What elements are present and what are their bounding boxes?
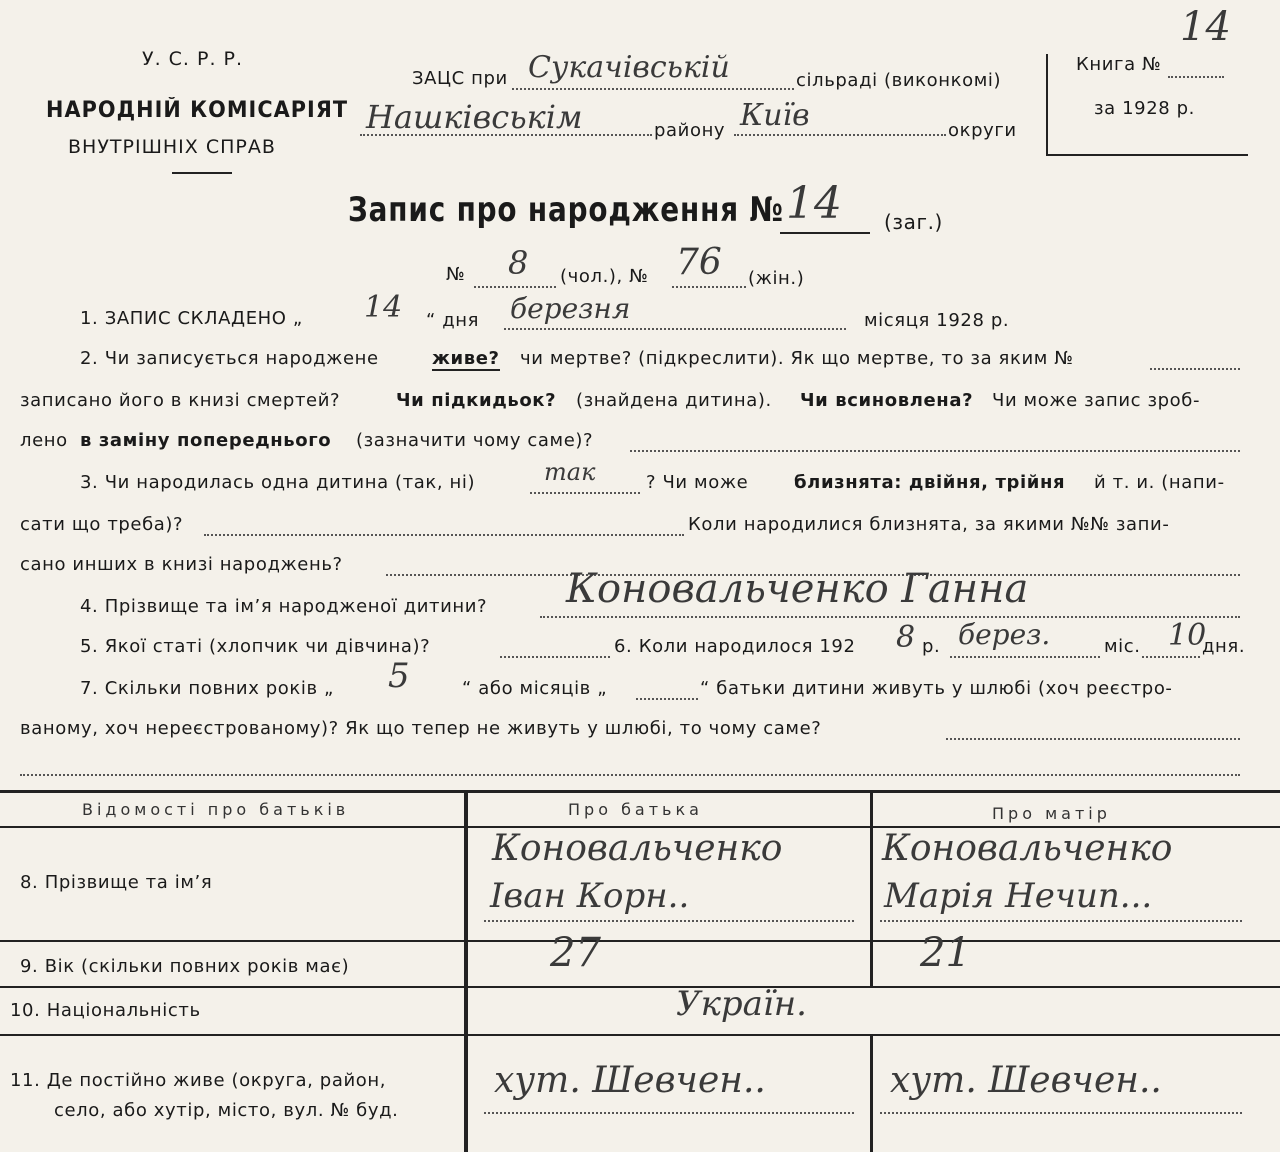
row8-father-line bbox=[484, 920, 854, 922]
q2-line1-a: 2. Чи записується народжене bbox=[80, 348, 379, 369]
q6-label: 6. Коли народилося 192 bbox=[614, 636, 856, 657]
row11-father-line bbox=[484, 1112, 854, 1114]
q3-line2-dots bbox=[204, 534, 684, 536]
okrug-line bbox=[734, 134, 946, 136]
q2-line3-c: (зазначити чому саме)? bbox=[356, 430, 594, 451]
q3-line2-b: Коли народилися близнята, за якими №№ запи- bbox=[688, 514, 1170, 535]
table-col-divider-2b bbox=[870, 1034, 873, 1152]
record-title: Запис про народження № bbox=[348, 190, 784, 230]
row8-mother-line bbox=[880, 920, 1242, 922]
q1-mid: “ дня bbox=[426, 310, 480, 331]
q3-answer-line bbox=[530, 492, 640, 494]
district-label: району bbox=[654, 120, 726, 141]
q2-line1-dots bbox=[1150, 368, 1240, 370]
republic-abbr: У. С. Р. Р. bbox=[142, 48, 244, 70]
q5-label: 5. Якої статі (хлопчик чи дівчина)? bbox=[80, 636, 431, 657]
q3-line1-a: 3. Чи народилась одна дитина (так, ні) bbox=[80, 472, 476, 493]
row10-label: 10. Національність bbox=[10, 1000, 201, 1021]
zags-label: ЗАЦС при bbox=[412, 68, 508, 89]
q7-line1-c: “ батьки дитини живуть у шлюбі (хоч реєстро- bbox=[700, 678, 1173, 699]
table-col-divider-1 bbox=[464, 790, 468, 1152]
table-col-divider-2a bbox=[870, 790, 873, 988]
table-header-parents: Відомості про батьків bbox=[82, 800, 350, 819]
q5-line bbox=[500, 656, 610, 658]
female-number: 76 bbox=[676, 242, 722, 283]
row10-nationality: Україн. bbox=[676, 984, 807, 1024]
q1-label: 1. ЗАПИС СКЛАДЕНО „ bbox=[80, 308, 303, 329]
okrug-label: округи bbox=[948, 120, 1017, 141]
row11-label-line1: 11. Де постійно живе (округа, район, bbox=[10, 1070, 387, 1091]
book-label: Книга № bbox=[1076, 54, 1162, 75]
row8-label: 8. Прізвище та ім’я bbox=[20, 872, 213, 893]
record-number-suffix: (заг.) bbox=[884, 210, 943, 234]
q7-years: 5 bbox=[388, 656, 410, 696]
q2-line3-dots bbox=[630, 450, 1240, 452]
council-label: сільраді (виконкомі) bbox=[796, 70, 1002, 91]
q3-line1-d: й т. и. (напи- bbox=[1094, 472, 1225, 493]
table-row8-border bbox=[0, 940, 1280, 942]
q2-line2-e: Чи може запис зроб- bbox=[992, 390, 1201, 411]
q4-child-name: Коновальченко Ганна bbox=[566, 566, 1029, 612]
record-number: 14 bbox=[786, 178, 842, 229]
row11-mother-address: хут. Шевчен.. bbox=[890, 1060, 1162, 1101]
q2-line2-a: записано його в книзі смертей? bbox=[20, 390, 341, 411]
q3-line3: сано инших в книзі народжень? bbox=[20, 554, 343, 575]
row11-label-line2: село, або хутір, місто, вул. № буд. bbox=[54, 1100, 399, 1121]
row9-mother-age: 21 bbox=[920, 930, 971, 976]
ministry-title: НАРОДНІЙ КОМІСАРІЯТ bbox=[46, 98, 349, 123]
table-header-father: Про батька bbox=[568, 800, 703, 819]
row11-father-address: хут. Шевчен.. bbox=[494, 1060, 766, 1101]
district-value: Нашківськім bbox=[366, 98, 583, 136]
female-label: (жін.) bbox=[748, 268, 805, 289]
q2-replacement: в заміну попереднього bbox=[80, 430, 332, 451]
q6-dnia: дня. bbox=[1202, 636, 1246, 657]
q7-line2-dots bbox=[946, 738, 1240, 740]
q2-adopted: Чи всиновлена? bbox=[800, 390, 974, 411]
row8-father-surname: Коновальченко bbox=[492, 828, 783, 869]
q2-line1-c: чи мертве? (підкреслити). Як що мертве, то за яким № bbox=[520, 348, 1074, 369]
male-label: (чол.), № bbox=[560, 266, 649, 287]
q3-line1-b: ? Чи може bbox=[646, 472, 749, 493]
q3-answer: так bbox=[544, 458, 596, 486]
sub-num-label: № bbox=[446, 264, 466, 285]
book-year: за 1928 р. bbox=[1094, 98, 1196, 119]
row8-father-name: Іван Корн.. bbox=[490, 876, 690, 916]
q4-label: 4. Прізвище та ім’я народженої дитини? bbox=[80, 596, 488, 617]
q6-year: 8 bbox=[896, 620, 916, 655]
row8-mother-name: Марія Нечип... bbox=[884, 876, 1153, 916]
table-row9-border bbox=[0, 986, 1280, 988]
male-number: 8 bbox=[508, 244, 529, 282]
q6-mis: міс. bbox=[1104, 636, 1141, 657]
q6-month-line bbox=[950, 656, 1100, 658]
q6-month: берез. bbox=[958, 618, 1051, 651]
q1-month-line bbox=[504, 328, 846, 330]
table-header-mother: Про матір bbox=[992, 804, 1111, 823]
ministry-subtitle: ВНУТРІШНІХ СПРАВ bbox=[68, 136, 276, 158]
q2-line3-a: лено bbox=[20, 430, 68, 451]
q2-foundling: Чи підкидьок? bbox=[396, 390, 557, 411]
row11-mother-line bbox=[880, 1112, 1242, 1114]
header-divider bbox=[172, 172, 232, 174]
zags-line bbox=[512, 88, 794, 90]
q2-line2-c: (знайдена дитина). bbox=[576, 390, 772, 411]
q7-line3-dots bbox=[20, 774, 1240, 776]
district-line bbox=[360, 134, 652, 136]
q1-day: 14 bbox=[364, 290, 403, 325]
q6-day: 10 bbox=[1168, 618, 1207, 653]
record-number-line bbox=[780, 232, 870, 234]
q1-month: березня bbox=[510, 292, 631, 325]
q7-months-line bbox=[636, 698, 698, 700]
q6-day-line bbox=[1142, 656, 1200, 658]
q6-r: р. bbox=[922, 636, 941, 657]
male-line bbox=[474, 286, 556, 288]
q3-twins: близнята: двійня, трійня bbox=[794, 472, 1066, 493]
table-row10-border bbox=[0, 1034, 1280, 1036]
q7-line2: ваному, хоч нереєстрованому)? Як що тепер не живуть у шлюбі, то чому саме? bbox=[20, 718, 822, 739]
zags-value: Сукачівській bbox=[528, 50, 730, 85]
okrug-value: Київ bbox=[740, 98, 810, 133]
row8-mother-surname: Коновальченко bbox=[882, 828, 1173, 869]
book-line bbox=[1168, 76, 1224, 78]
q7-line1-a: 7. Скільки повних років „ bbox=[80, 678, 334, 699]
q4-line bbox=[540, 616, 1240, 618]
q2-alive: живе? bbox=[432, 348, 500, 369]
row9-father-age: 27 bbox=[550, 930, 601, 976]
female-line bbox=[672, 286, 746, 288]
q1-end: місяця 1928 р. bbox=[864, 310, 1010, 331]
q7-line1-b: “ або місяців „ bbox=[462, 678, 608, 699]
book-number: 14 bbox=[1180, 4, 1231, 50]
q3-line2-a: сати що треба)? bbox=[20, 514, 184, 535]
table-top-border bbox=[0, 790, 1280, 793]
row9-label: 9. Вік (скільки повних років має) bbox=[20, 956, 350, 977]
